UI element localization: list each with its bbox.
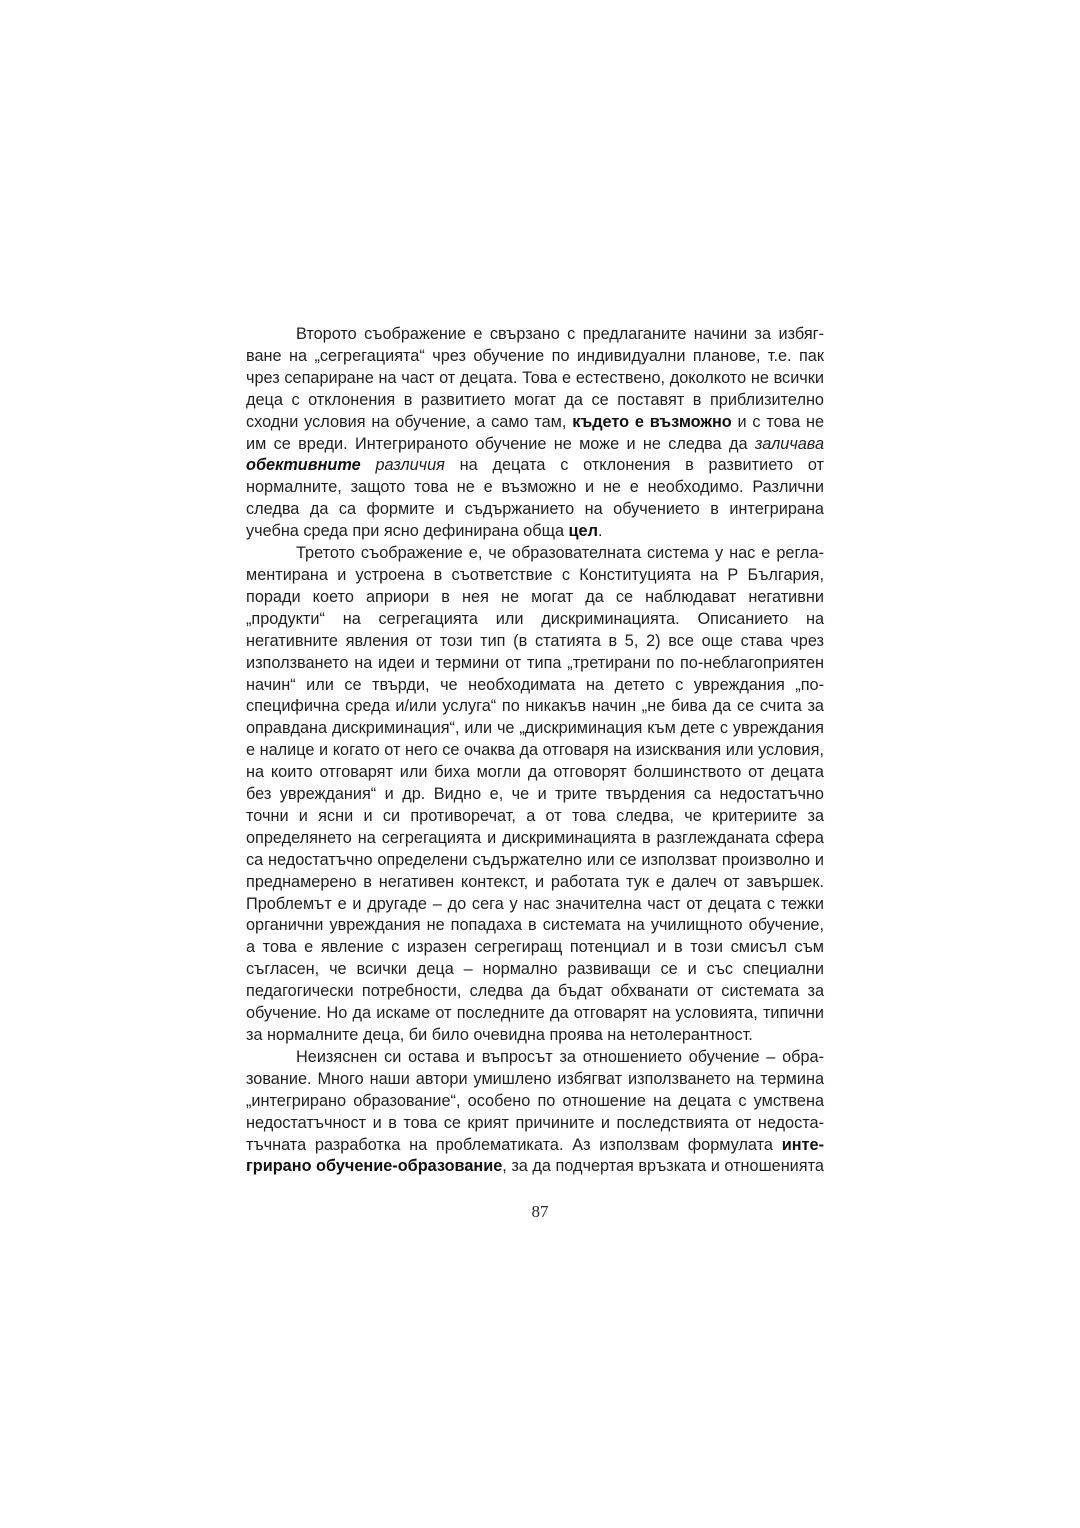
text-run: .	[597, 522, 603, 541]
italic-emphasis: заличава	[754, 434, 824, 453]
bold-emphasis: където е възможно	[572, 412, 732, 431]
text-run: Второто съображение е свързано с предлаганите начини за избягване на „сегрегацията“ чрез обучение по индивидуални планове, т.е. пак чрез сепариране на част от децата. Това е естествено, доколкото не всички деца с отклонения в развитието могат да се поставят в приблизително сходни условия на обучение, а само там,	[246, 325, 824, 431]
bold-emphasis: цел	[568, 522, 598, 541]
text-run	[361, 456, 376, 474]
paragraph	[246, 543, 824, 1047]
italic-emphasis: различия	[375, 456, 445, 475]
paragraph	[246, 1047, 824, 1178]
bold-italic-emphasis: обективните	[246, 456, 361, 475]
bold-emphasis: интегрирано обучение-образование	[246, 1135, 824, 1176]
text-run: Неизяснен си остава и въпросът за отношението обучение – образование. Много наши автори умишлено избягват използването на термина „интегрирано образование“, особено по отношение на децата с умствена недостатъчност и в това се крият причините и последствията от недостатъчната разработка на проблематиката. Аз използвам формулата	[246, 1047, 824, 1154]
text-run: и с това не им се вреди. Интегрираното обучение не може и не следва да	[246, 412, 824, 453]
text-run: на децата с отклонения в развитието от нормалните, защото това не е възможно и не е необходимо. Различни следва да са формите и съдържанието на обучението в интегрирана учебна среда при ясно дефинирана обща	[246, 456, 824, 541]
body-text	[246, 324, 824, 1178]
paragraph	[246, 324, 824, 543]
text-run: , за да подчертая връзката и отношенията	[502, 1157, 824, 1176]
text-run: Третото съображение е, че образователната система у нас е регламентирана и устроена в съответствие с Конституцията на Р България, поради което априори в нея не могат да се наблюдават негативни „продукти“ на сегрегацията или дискриминацията. Описанието на негативните явления от този тип (в статията в 5, 2) все още става чрез използването на идеи и термини от типа „третирани по по-неблагоприятен начин“ или се твърди, че необходимата на детето с увреждания „по-специфична среда и/или услуга“ по никакъв начин „не бива да се счита за оправдана дискриминация“, или че „дискриминация към дете с увреждания е налице и когато от него се очаква да отговаря на изисквания или условия, на които отговарят или биха могли да отговорят болшинството от децата без увреждания“ и др. Видно е, че и трите твърдения са недостатъчно точни и ясни и си противоречат, а от това следва, че критериите за определянето на сегрегацията и дискриминацията в разглежданата сфера са недостатъчно определени съдържателно или се използват произволно и преднамерено в негативен контекст, и работата тук е далеч от завършек. Проблемът е и другаде – до сега у нас значителна част от децата с тежки органични увреждания не попадаха в системата на училищното обучение, а това е явление с изразен сегрегиращ потенциал и в този смисъл съм съгласен, че всички деца – нормално развиващи се и със специални педагогически потребности, следва да бъдат обхванати от системата за обучение. Но да искаме от последните да отговарят на условията, типични за нормалните деца, би било очевидна проява на нетолерантност.	[246, 544, 824, 1044]
page-number: 87	[531, 1202, 549, 1221]
